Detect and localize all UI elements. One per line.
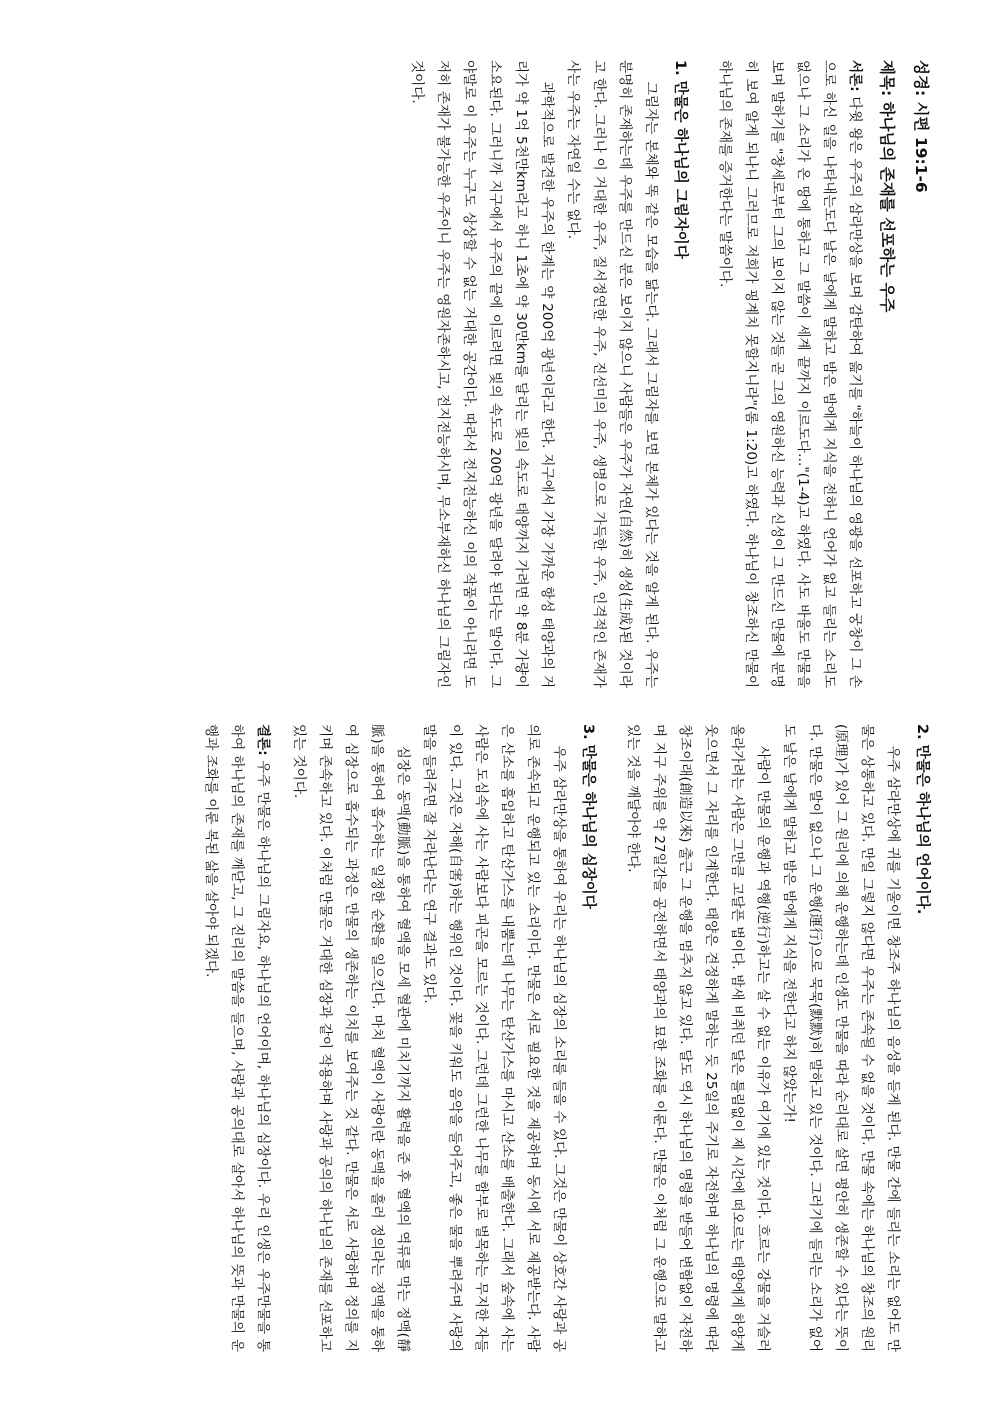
scripture-reference: 시편 19:1-6 <box>912 101 930 193</box>
conclusion-text: 우주 만물은 하나님의 그림자요, 하나님의 언어이며, 하나님의 심장이다. 우리 인생은 우주만물을 통하여 하나님의 존재를 깨닫고, 그 진리의 말씀을 들으며, 사랑과 공의대로 살아서 하나님의 뜻과 만물의 운행과 조화를 이룬 복된 삶을 살아야 되겠다. <box>203 724 271 1352</box>
scripture-line <box>906 60 936 688</box>
introduction-paragraph <box>712 60 868 688</box>
section3-heading: 3. 만물은 하나님의 심장이다 <box>580 724 596 909</box>
section1-heading: 1. 만물은 하나님의 그림자이다 <box>672 60 688 259</box>
section3-paragraph-2: 심장은 동맥(動脈)을 통하여 혈액을 모세 혈관에 미치기까지 활력을 준 후 혈액의 역류를 막는 정맥(靜脈)을 통하여 흡수하는 일정한 순환을 일으킨다. 마치 혈액이 사랑이란 동맥을 흘러 정의라는 정맥을 통하여 심장으로 흡수되는 과정은 만물의 생존하는 이치를 보여주는 것 같다. 만물은 서로 사랑하며 정의를 지키며 존속하고 있다. 이처럼 만물은 거대한 심장과 같이 작용하며 사랑과 공의의 하나님의 존재를 선포하고 있는 것이다. <box>291 724 411 1352</box>
scripture-label: 성경: <box>912 60 930 97</box>
intro-label: 서론: <box>847 60 863 92</box>
conclusion-paragraph <box>198 724 276 1352</box>
section2-heading: 2. 만물은 하나님의 언어이다. <box>914 724 930 915</box>
sermon-title-line <box>872 60 902 688</box>
section3-paragraph-1: 우주 삼라만상을 통하여 우리는 하나님의 심장의 소리를 들을 수 있다. 그것은 만물이 상호간 사랑과 공의로 존속되고 운행되고 있는 소리이다. 만물은 서로 필요한 것을 제공하며 동시에 서로 제공받는다. 사람은 산소를 흡입하고 탄산가스를 내뿜는데 나무는 탄산가스를 마시고 산소를 배출한다. 그래서 숲속에 사는 사람은 도심속에 사는 사람보다 피곤을 모르는 것이다. 그런데 그런한 나무를 함부로 벌목하는 무지한 자들이 있다. 그것은 자해(自害)하는 행위인 것이다. 꽃을 키워도 음악을 들어주고, 좋은 물을 뿌려주며 사랑의 말을 들려주면 잘 자라난다는 연구 결과도 있다. <box>421 724 567 1352</box>
sermon-title: 하나님의 존재를 선포하는 우주 <box>878 101 896 313</box>
section2-paragraph-1: 우주 삼라만상에 귀를 기울이면 창조주 하나님의 음성을 듣게 된다. 만물 간에 들리는 소리는 없어도 만물은 상통하고 있다. 만일 그렇지 않다면 우주는 존속될 수 없을 것이다. 만물 속에는 하나님의 창조의 원리(原理)가 있어 그 원리에 의해 운행하는데 인생도 만물을 따라 순리대로 살면 평안히 생존할 수 있다는 뜻이다. 만물은 말이 없으나 그 운행(運行)으로 묵묵(默默)히 말하고 있는 것이다. 그러기에 들리는 소리가 없어도 날은 날에게 말하고 밤은 밤에게 지식을 전한다고 하지 않았는가! <box>781 724 901 1352</box>
left-column <box>404 60 936 688</box>
section1-paragraph-1: 그림자는 본체와 똑 같은 모습을 닮는다. 그래서 그림자를 보면 본체가 있다는 것을 알게 된다. 우주는 분명히 존재하는데 우주를 만드신 분은 보이지 않으니 사람들은 우주가 자연(自然)히 생성(生成)된 것이라고 한다. 그러나 이 거대한 우주, 질서정연한 우주, 진선미의 우주, 생명으로 가득한 우주, 인격적인 존재가 사는 우주는 자연일 수는 없다. <box>565 60 659 688</box>
right-column <box>198 724 936 1352</box>
title-label: 제목: <box>878 60 896 97</box>
conclusion-label: 결론: <box>255 724 271 756</box>
spacer <box>276 724 286 1352</box>
intro-text: 다윗 왕은 우주의 삼라만상을 보며 감탄하여 읊기를 "하늘이 하나님의 영광을 선포하고 궁창이 그 손으로 하신 일을 나타내는도다 날은 날에게 말하고 밤은 밤에게 지식을 전하니 언어가 없고 들리는 소리도 없으나 그 소리가 온 땅에 통하고 그 말씀이 세계 끝까지 이르도다…"(1-4)고 하였다. 사도 바울도 만물을 보며 말하기를 "창세로부터 그의 보이지 않는 것들 곧 그의 영원하신 능력과 신성이 그 만드신 만물에 분명히 보여 알게 되나니 그러므로 저희가 핑계치 못할지니라"(롬 1:20)고 하였다. 하나님이 창조하신 만물이 하나님의 존재를 증거한다는 말씀이다. <box>717 60 863 689</box>
section1-paragraph-2: 과학적으로 발견한 우주의 한계는 약 200억 광년이라고 한다. 지구에서 가장 가까운 항성 태양과의 거리가 약 1억 5천만km라고 하니 1초에 약 30만km를 달리는 빛의 속도로 태양까지 가려면 약 8분 가량이 소요된다. 그러니까 지구에서 우주의 끝에 이르려면 빛의 속도로 200억 광년을 달려야 된다는 말이다. 그야말로 이 우주는 누구도 상상할 수 없는 거대한 공간이다. 따라서 전지전능하신 이의 작품이 아니라면 도저히 존재가 불가능한 우주이니 우주는 영원자존하시고, 전지전능하시며, 무소부재하신 하나님의 그림자인 것이다. <box>409 60 555 688</box>
section2-paragraph-2: 사람이 만물의 운행과 역행(逆行)하고는 살 수 없는 이유가 여기에 있는 것이다. 흐르는 강물을 거슬러 올라가려는 사람은 그만큼 고달픈 법이다. 밤새 비취던 달은 틀림없이 제 시간에 떠오르는 태양에게 하양게 웃으면서 그 자리를 인계한다. 태양은 견정하게 말하는 듯 25일의 주기로 자전하며 하나님의 명령에 따라 창조이래(創造以來) 출근 그 운행을 멈추지 않고 있다. 달도 역시 하나님의 명령을 받들어 변함없이 자전하며 지구 주위를 약 27일간을 공전하면서 태양과의 묘한 조화를 이룬다. 만물은 이처럼 그 운행으로 말하고 있는 것을 깨달아야 한다. <box>625 724 771 1352</box>
